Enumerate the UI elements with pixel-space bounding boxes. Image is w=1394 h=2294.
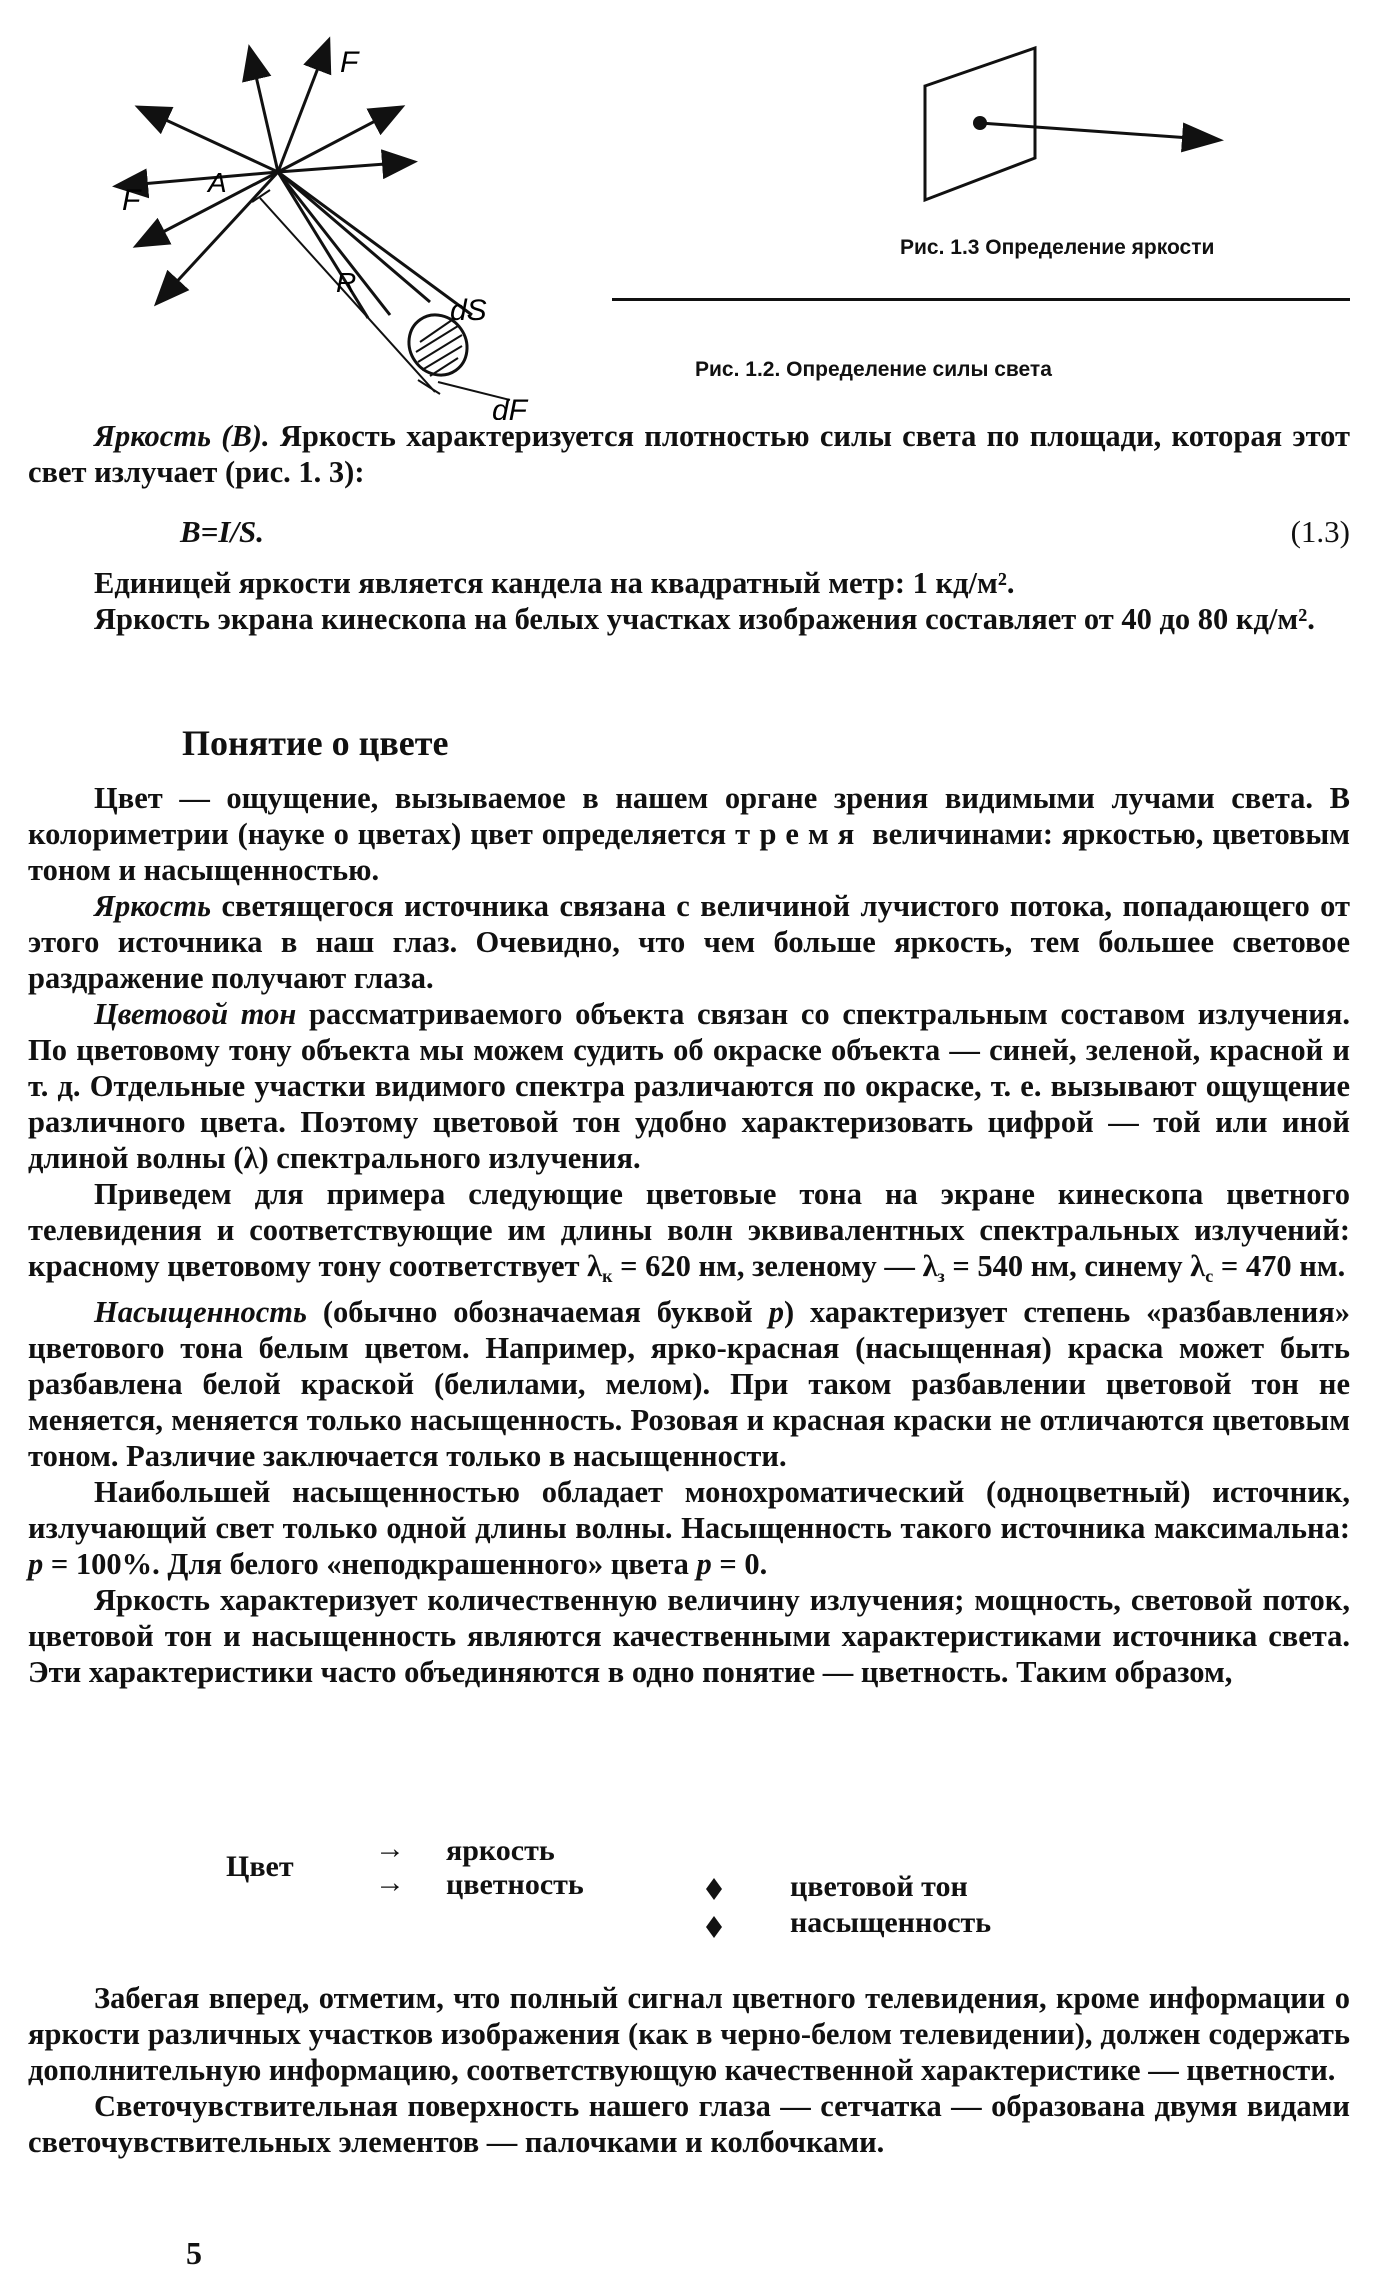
figure-1-2-caption: Рис. 1.2. Определение силы света bbox=[695, 358, 1052, 381]
paragraph-color-definition: Цвет — ощущение, вызываемое в нашем органе зрения видимыми лучами света. В колориметрии (науке о цветах) цвет определяется тремя величинами: яркостью, цветовым тоном и насыщенностью. bbox=[28, 781, 1350, 887]
ray bbox=[278, 108, 400, 172]
label-f-left: F bbox=[122, 184, 141, 217]
paragraph-saturation: Насыщенность (обычно обозначаемая буквой р) характеризует степень «разбавления» цветового тона белым цветом. Например, ярко-красная (насыщенная) краска может быть разбавлена белой краской (белилами, мелом). При таком разбавлении цветовой тон не меняется, меняется только насыщенность. Розовая и красная краски не отличаются цветовым тоном. Различие заключается только в насыщенности. bbox=[28, 1295, 1350, 1473]
paragraph-wavelengths: Приведем для примера следующие цветовые тона на экране кинескопа цветного телевидения и соответствующие им длины волн эквивалентных спектральных излучений: красному цветовому тону соответствует $\lambda_к = 620$ нм, зеленому — $\lambda_з = 540$ нм, синему $\lambda_с = 470$ нм. bbox=[28, 1177, 1350, 1286]
scheme-bullet-icon bbox=[706, 1916, 722, 1938]
section-heading: Понятие о цвете bbox=[182, 723, 449, 763]
brightness-definition: Яркость (В). Яркость характеризуется плотностью силы света по площади, которая этот свет излучает (рис. 1. 3): bbox=[28, 419, 1350, 489]
scheme-branch-chromaticity: цветность bbox=[446, 1868, 584, 1901]
figure-divider bbox=[612, 298, 1350, 301]
scheme-arrow-2: → bbox=[375, 1866, 405, 1899]
paragraph-retina: Светочувствительная поверхность нашего глаза — сетчатка — образована двумя видами светочувствительных элементов — палочками и колбочками. bbox=[28, 2089, 1350, 2159]
scheme-bullet-icon bbox=[706, 1878, 722, 1900]
ray bbox=[278, 42, 328, 172]
scheme-sub-hue: цветовой тон bbox=[790, 1870, 968, 1903]
equation-number: (1.3) bbox=[1290, 514, 1350, 549]
scheme-arrow-1: → bbox=[375, 1832, 405, 1865]
page-number: 5 bbox=[186, 2235, 202, 2271]
label-a: A bbox=[208, 167, 227, 198]
formula: B=I/S. bbox=[180, 514, 265, 549]
scheme-branch-brightness: яркость bbox=[446, 1834, 555, 1867]
ray bbox=[250, 50, 278, 172]
label-ds: dS bbox=[450, 294, 487, 327]
label-df: dF bbox=[492, 394, 528, 420]
scheme-sub-saturation: насыщенность bbox=[790, 1906, 992, 1939]
closing-text bbox=[28, 1980, 1350, 2160]
brightness-units: Единицей яркости является кандела на квадратный метр: 1 кд/м². Яркость экрана кинескопа на белых участках изображения составляет от 40 до 80 кд/м². bbox=[94, 566, 1315, 636]
paragraph-monochromatic: Наибольшей насыщенностью обладает монохроматический (одноцветный) источник, излучающий свет только одной длины волны. Насыщенность такого источника максимальна: р = 100%. Для белого «неподкрашенного» цвета р = 0. bbox=[28, 1475, 1350, 1581]
ray bbox=[140, 108, 278, 172]
scheme-root: Цвет bbox=[226, 1850, 294, 1883]
paragraph-hue: Цветовой тон рассматриваемого объекта связан со спектральным составом излучения. По цветовому тону объекта мы можем судить об окраске объекта — синей, зеленой, красной и т. д. Отдельные участки видимого спектра различаются по окраске, т. е. вызывают ощущение различного цвета. Поэтому цветовой тон удобно характеризовать цифрой — той или иной длиной волны (λ) спектрального излучения. bbox=[28, 997, 1350, 1175]
paragraph-chromaticity: Яркость характеризует количественную величину излучения; мощность, световой поток, цветовой тон и насыщенность являются качественными характеристиками источника света. Эти характеристики часто объединяются в одно понятие — цветность. Таким образом, bbox=[28, 1583, 1350, 1689]
label-f-top: F bbox=[340, 46, 359, 79]
ray bbox=[278, 162, 412, 172]
brightness-term: Яркость (В). bbox=[94, 419, 270, 453]
color-section-body bbox=[28, 780, 1350, 1690]
figure-1-3-caption: Рис. 1.3 Определение яркости bbox=[900, 236, 1215, 259]
paragraph-brightness: Яркость светящегося источника связана с величиной лучистого потока, попадающего от этого источника в наш глаз. Очевидно, что чем больше яркость, тем большее световое раздражение получают глаза. bbox=[28, 889, 1350, 995]
label-r: R bbox=[336, 267, 357, 298]
paragraph-signal: Забегая вперед, отметим, что полный сигнал цветного телевидения, кроме информации о яркости различных участков изображения (как в черно-белом телевидении), должен содержать дополнительную информацию, соответствующую качественной характеристике — цветности. bbox=[28, 1981, 1350, 2087]
figure-1-3-diagram bbox=[905, 30, 1235, 220]
figure-1-2-diagram bbox=[100, 20, 620, 420]
